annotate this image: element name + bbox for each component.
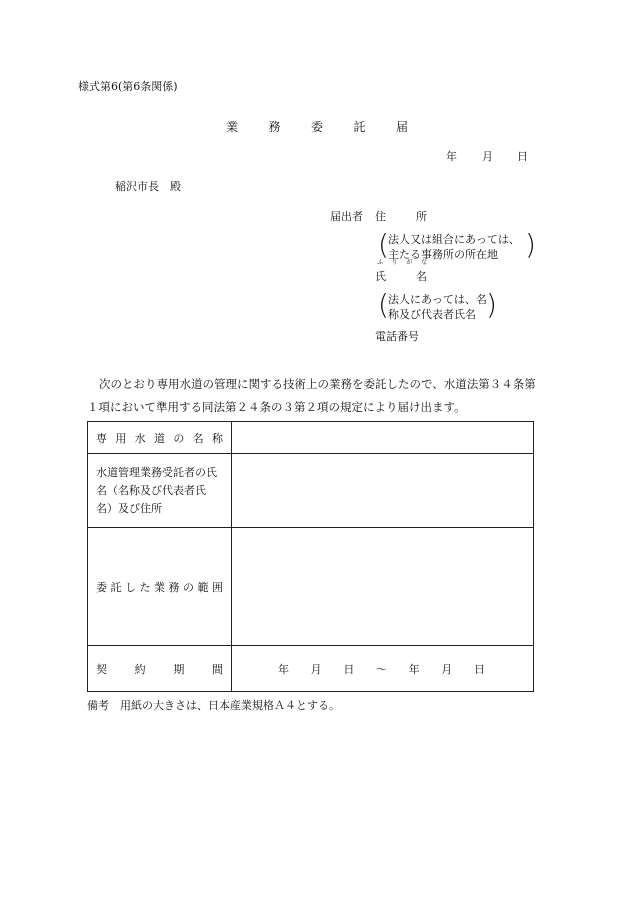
body-text-line-1: 次のとおり専用水道の管理に関する技術上の業務を委託したので、水道法第３４条第 xyxy=(99,377,536,391)
addressee: 稲沢市長 殿 xyxy=(115,180,181,193)
title-char: 届 xyxy=(395,120,408,134)
period-end-month: 月 xyxy=(441,662,453,676)
period-start-month: 月 xyxy=(310,662,322,676)
form-table xyxy=(87,421,534,692)
water-supply-name-label: 専 用 水 道 の 名 称 xyxy=(88,422,232,454)
name-note: ( 法人にあっては、名 称及び代表者氏名 ) xyxy=(378,288,497,321)
table-row xyxy=(88,646,534,692)
phone-label: 電話番号 xyxy=(375,330,419,343)
table-row xyxy=(88,422,534,454)
title-char: 業 xyxy=(226,120,239,134)
form-code: 様式第6(第6条関係) xyxy=(78,80,178,93)
name-label: 氏 名 xyxy=(375,270,427,283)
address-label: 住 所 xyxy=(375,210,427,223)
entrusted-scope-field[interactable] xyxy=(232,528,534,646)
title-char: 託 xyxy=(353,120,366,134)
period-tilde: ～ xyxy=(375,662,387,676)
body-text-line-2: １項において準用する同法第２４条の３第２項の規定により届け出ます。 xyxy=(87,400,466,414)
document-title xyxy=(226,118,408,135)
water-supply-name-field[interactable] xyxy=(232,422,534,454)
date-year: 年 xyxy=(446,150,457,163)
contract-period-field[interactable] xyxy=(232,646,534,692)
title-char: 委 xyxy=(310,120,323,134)
date-day: 日 xyxy=(517,150,528,163)
table-row xyxy=(88,528,534,646)
contractor-field[interactable] xyxy=(232,454,534,528)
table-row xyxy=(88,454,534,528)
period-start-day: 日 xyxy=(343,662,355,676)
period-start-year: 年 xyxy=(278,662,289,676)
period-end-year: 年 xyxy=(408,662,420,676)
title-char: 務 xyxy=(268,120,281,134)
entrusted-scope-label: 委 託 し た 業 務 の 範 囲 xyxy=(88,528,232,646)
applicant-label: 届出者 xyxy=(330,210,363,223)
contractor-label: 水道管理業務受託者の氏 名（名称及び代表者氏 名）及び住所 xyxy=(88,454,232,528)
name-furigana: ふ り が な xyxy=(377,259,427,266)
contract-period-label: 契 約 期 間 xyxy=(88,646,232,692)
address-note: ( 法人又は組合にあっては、 主たる事務所の所在地 ) xyxy=(378,228,536,261)
date-month: 月 xyxy=(482,150,493,163)
period-end-day: 日 xyxy=(473,662,485,676)
remark: 備考 用紙の大きさは、日本産業規格Ａ４とする。 xyxy=(87,699,340,712)
